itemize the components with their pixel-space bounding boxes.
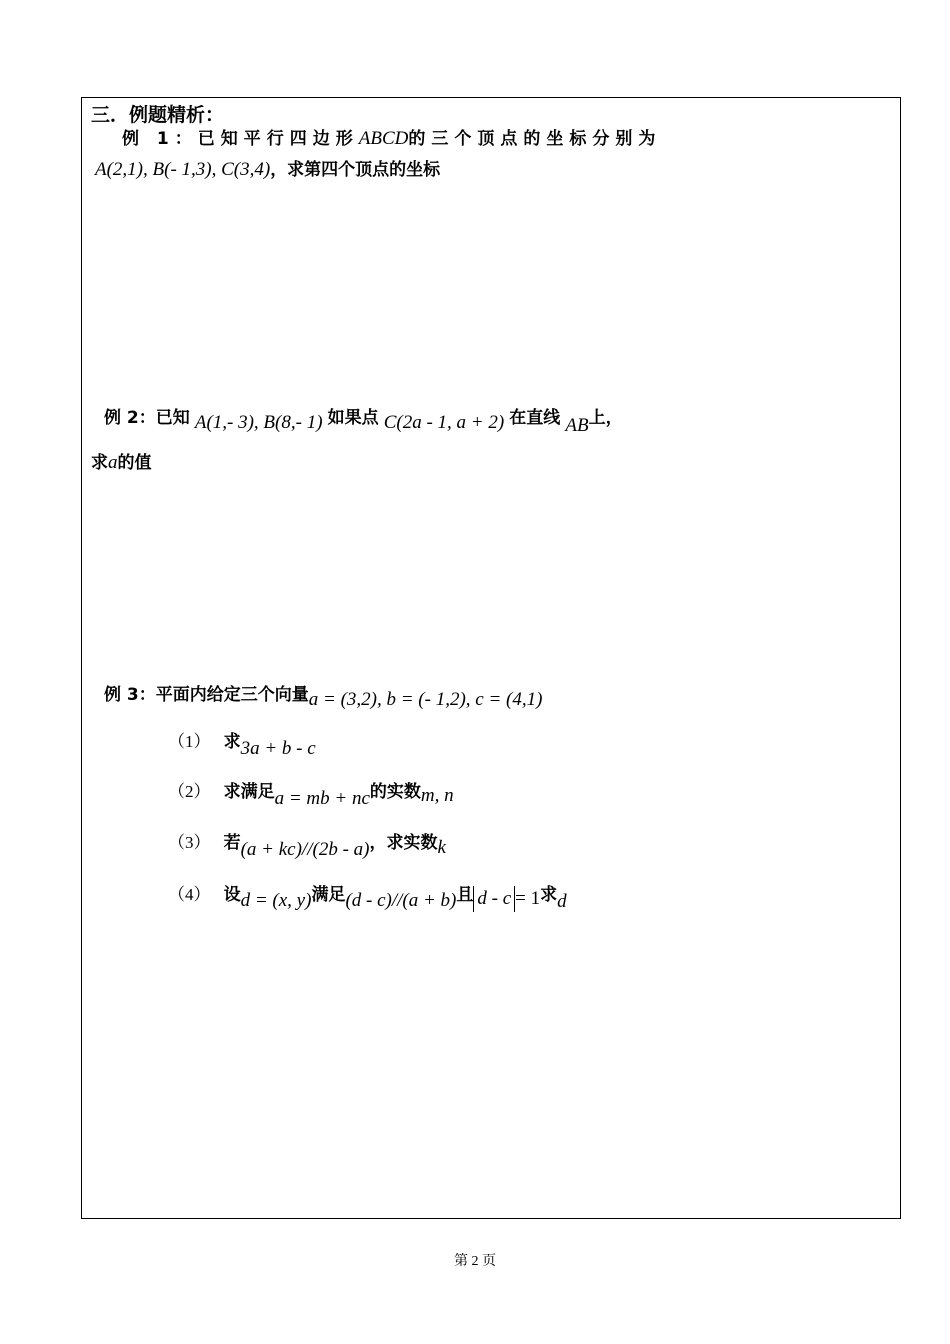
example2-line2 [91, 448, 152, 474]
example2-pointc: C(2a - 1, a + 2) [383, 412, 505, 433]
example1-text2: 的三个顶点的坐标分别为 [408, 129, 662, 149]
section-title: 三．例题精析： [91, 104, 225, 126]
example2-on: 在直线 [509, 408, 561, 428]
item3-expr: (a + kc)//(2b - a) [240, 839, 370, 860]
item2-expr: a = mb + nc [274, 788, 370, 809]
content-box [81, 97, 901, 1219]
example3-item4 [168, 880, 567, 912]
item2-label: （2） [168, 782, 211, 801]
example2-lead: 例 2：已知 [104, 408, 190, 428]
example3-vectors: a = (3,2), b = (- 1,2), c = (4,1) [308, 689, 543, 710]
example3-item2 [168, 777, 454, 809]
example2-var: a [108, 452, 118, 473]
item4-expr2: (d - c)//(a + b) [345, 890, 457, 911]
item4-label: （4） [168, 885, 211, 904]
item2-text: 求满足 [223, 782, 275, 802]
item4-expr3: d - c [473, 886, 515, 912]
example1-question: ，求第四个顶点的坐标 [270, 160, 441, 180]
item3-vars: k [437, 837, 446, 858]
example3-lead: 例 3：平面内给定三个向量 [104, 685, 309, 705]
item3-tail: ，求实数 [369, 833, 438, 853]
example3-item1 [168, 727, 316, 759]
example2-ask: 求 [91, 453, 108, 473]
item1-label: （1） [168, 732, 211, 751]
item2-vars: m, n [420, 785, 454, 806]
item4-mid: 满足 [311, 885, 346, 905]
item4-text: 设 [223, 885, 241, 905]
example2-tail: 上， [588, 408, 623, 428]
item1-text: 求 [223, 732, 241, 752]
example2-ask-tail: 的值 [117, 453, 152, 473]
item4-expr1: d = (x, y) [240, 890, 312, 911]
item4-eq: = 1 [515, 888, 541, 909]
example2-mid: 如果点 [327, 408, 379, 428]
example1-line2 [95, 155, 440, 181]
example3-line1 [104, 680, 543, 710]
item3-label: （3） [168, 833, 211, 852]
example1-abcd: ABCD [358, 128, 409, 149]
item4-target: d [557, 891, 567, 912]
example2-line: AB [565, 415, 589, 436]
item3-text: 若 [223, 833, 241, 853]
item1-expr: 3a + b - c [240, 738, 316, 759]
example1-line1 [122, 124, 661, 150]
example1-lead: 例 1：已知平行四边形 [122, 129, 359, 149]
item2-tail: 的实数 [369, 782, 421, 802]
example3-item3 [168, 828, 446, 860]
example1-points: A(2,1), B(- 1,3), C(3,4) [95, 159, 271, 180]
page-number: 第 2 页 [454, 1254, 496, 1269]
item4-and: 且 [456, 885, 474, 905]
example2-line1 [104, 403, 623, 436]
item4-ask: 求 [540, 885, 558, 905]
example2-points: A(1,- 3), B(8,- 1) [194, 412, 323, 433]
